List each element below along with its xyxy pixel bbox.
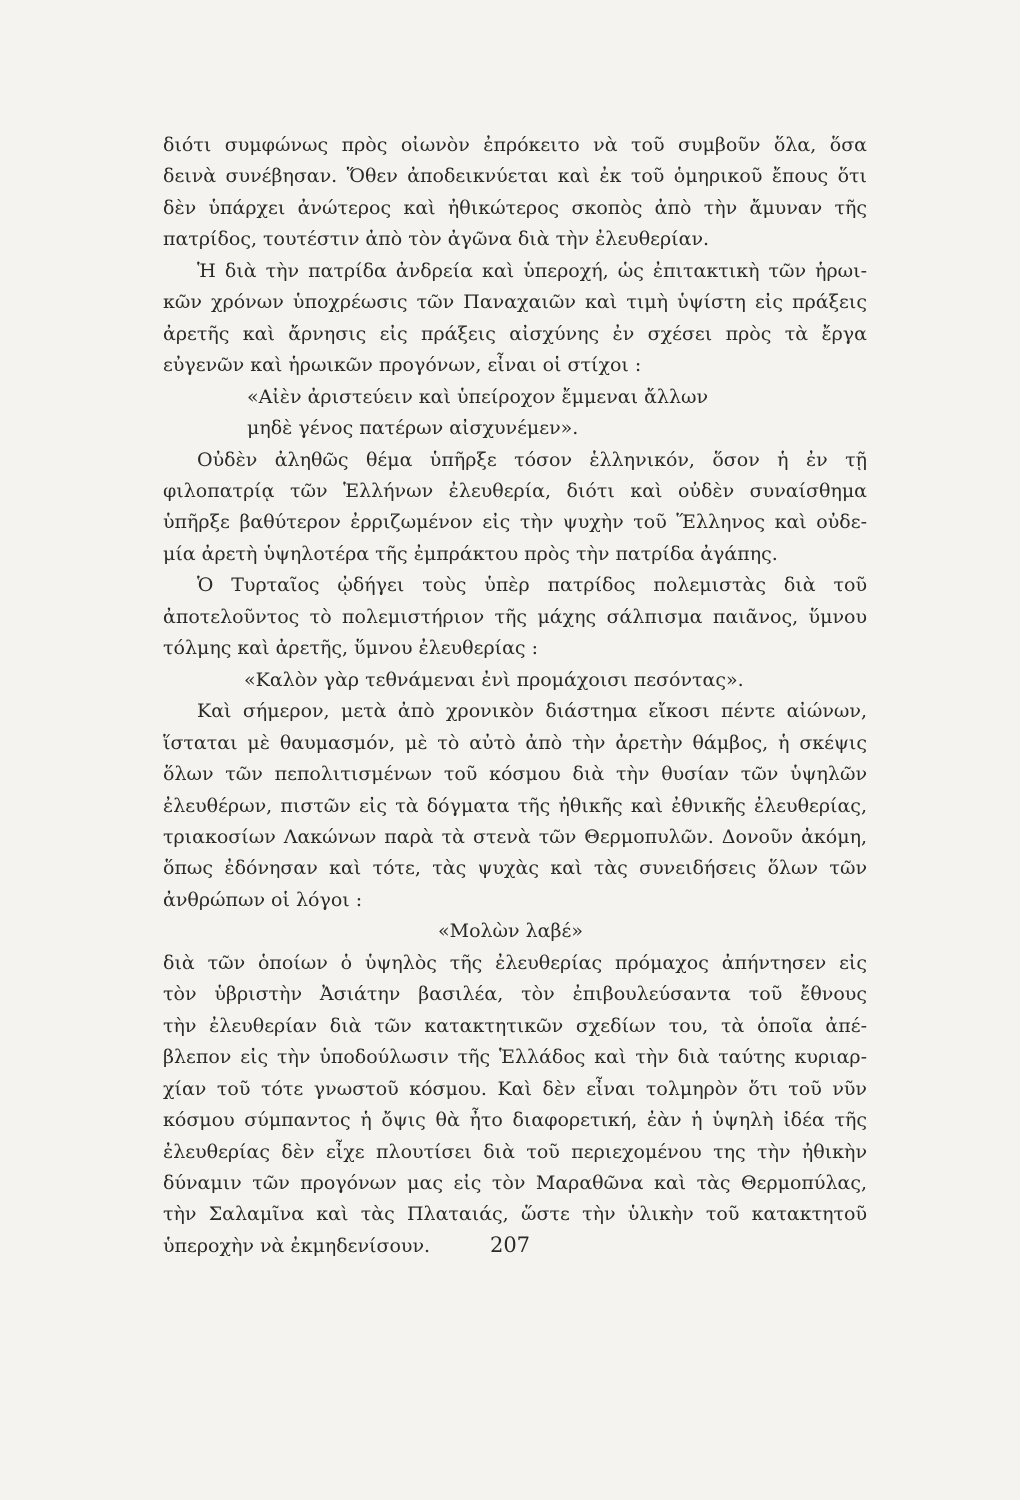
- text-line: Οὐδὲν ἀληθῶς θέμα ὑπῆρξε τόσον ἑλληνικόν, ὅσον ἡ ἐν τῇ: [197, 448, 867, 471]
- text-line: ἀποτελοῦντος τὸ πολεμιστήριον τῆς μάχης σάλπισμα παιᾶνος, ὕμνου: [163, 605, 867, 628]
- text-line: ὑπεροχὴν νὰ ἐκμηδενίσουν.: [163, 1234, 431, 1257]
- text-line: τόλμης καὶ ἀρετῆς, ὕμνου ἐλευθερίας :: [163, 637, 538, 660]
- text-line: τὴν ἐλευθερίαν διὰ τῶν κατακτητικῶν σχεδίων του, τὰ ὁποῖα ἀπέ-: [163, 1014, 867, 1037]
- text-line: εὐγενῶν καὶ ἡρωικῶν προγόνων, εἶναι οἱ στίχοι :: [163, 354, 642, 377]
- text-line: κῶν χρόνων ὑποχρέωσις τῶν Παναχαιῶν καὶ τιμὴ ὑψίστη εἰς πράξεις: [163, 291, 867, 314]
- text-line: μία ἀρετὴ ὑψηλοτέρα τῆς ἐμπράκτου πρὸς τὴν πατρίδα ἀγάπης.: [163, 542, 778, 565]
- text-line: χίαν τοῦ τότε γνωστοῦ κόσμου. Καὶ δὲν εἶναι τολμηρὸν ὅτι τοῦ νῦν: [163, 1077, 867, 1100]
- text-line: ἵσταται μὲ θαυμασμόν, μὲ τὸ αὐτὸ ἀπὸ τὴν ἀρετὴν θάμβος, ἡ σκέψις: [163, 731, 867, 754]
- verse-line: μηδὲ γένος πατέρων αἰσχυνέμεν».: [247, 417, 579, 440]
- text-line: ἐλευθέρων, πιστῶν εἰς τὰ δόγματα τῆς ἠθικῆς καὶ ἐθνικῆς ἐλευθερίας,: [163, 794, 867, 817]
- verse-line: «Αἰὲν ἀριστεύειν καὶ ὑπείροχον ἔμμεναι ἄλλων: [247, 385, 709, 408]
- text-line: ἀρετῆς καὶ ἄρνησις εἰς πράξεις αἰσχύνης ἐν σχέσει πρὸς τὰ ἔργα: [163, 322, 867, 345]
- text-line: Ἡ διὰ τὴν πατρίδα ἀνδρεία καὶ ὑπεροχή, ὡς ἐπιτακτικὴ τῶν ἡρωι-: [197, 259, 867, 282]
- text-line: Ὁ Τυρταῖος ᾠδήγει τοὺς ὑπὲρ πατρίδος πολεμιστὰς διὰ τοῦ: [197, 574, 867, 597]
- text-line: ὑπῆρξε βαθύτερον ἐρριζωμένον εἰς τὴν ψυχὴν τοῦ Ἕλληνος καὶ οὐδε-: [163, 511, 867, 534]
- text-line: φιλοπατρίᾳ τῶν Ἑλλήνων ἐλευθερία, διότι καὶ οὐδὲν συναίσθημα: [163, 479, 867, 502]
- text-line: κόσμου σύμπαντος ἡ ὄψις θὰ ἦτο διαφορετική, ἐὰν ἡ ὑψηλὴ ἰδέα τῆς: [163, 1109, 867, 1132]
- text-line: ἐλευθερίας δὲν εἶχε πλουτίσει διὰ τοῦ περιεχομένου της τὴν ἠθικὴν: [163, 1140, 867, 1163]
- text-line: τὴν Σαλαμῖνα καὶ τὰς Πλαταιάς, ὥστε τὴν ὑλικὴν τοῦ κατακτητοῦ: [163, 1203, 867, 1226]
- text-line: δεινὰ συνέβησαν. Ὅθεν ἀποδεικνύεται καὶ ἐκ τοῦ ὁμηρικοῦ ἔπους ὅτι: [163, 165, 867, 188]
- body-text: [163, 130, 867, 1262]
- text-line: ὅπως ἐδόνησαν καὶ τότε, τὰς ψυχὰς καὶ τὰς συνειδήσεις ὅλων τῶν: [163, 857, 867, 880]
- text-line: δύναμιν τῶν προγόνων μας εἰς τὸν Μαραθῶνα καὶ τὰς Θερμοπύλας,: [163, 1171, 867, 1194]
- text-line: τριακοσίων Λακώνων παρὰ τὰ στενὰ τῶν Θερμοπυλῶν. Δονοῦν ἀκόμη,: [163, 825, 867, 848]
- text-line: ὅλων τῶν πεπολιτισμένων τοῦ κόσμου διὰ τὴν θυσίαν τῶν ὑψηλῶν: [163, 763, 867, 786]
- text-line: τὸν ὑβριστὴν Ἀσιάτην βασιλέα, τὸν ἐπιβουλεύσαντα τοῦ ἔθνους: [163, 983, 867, 1006]
- text-line: διότι συμφώνως πρὸς οἰωνὸν ἐπρόκειτο νὰ τοῦ συμβοῦν ὅλα, ὅσα: [163, 134, 867, 156]
- text-line: πατρίδος, τουτέστιν ἀπὸ τὸν ἀγῶνα διὰ τὴν ἐλευθερίαν.: [163, 228, 710, 251]
- text-line: βλεπον εἰς τὴν ὑποδούλωσιν τῆς Ἑλλάδος καὶ τὴν διὰ ταύτης κυριαρ-: [163, 1046, 867, 1069]
- verse-line: «Καλὸν γὰρ τεθνάμεναι ἐνὶ προμάχοισι πεσόντας».: [244, 668, 744, 691]
- text-line: δὲν ὑπάρχει ἀνώτερος καὶ ἠθικώτερος σκοπὸς ἀπὸ τὴν ἄμυναν τῆς: [163, 196, 867, 219]
- text-line: διὰ τῶν ὁποίων ὁ ὑψηλὸς τῆς ἐλευθερίας πρόμαχος ἀπήντησεν εἰς: [163, 951, 867, 974]
- verse-line: «Μολὼν λαβέ»: [438, 920, 583, 943]
- page-number: 207: [489, 1233, 531, 1257]
- text-line: Καὶ σήμερον, μετὰ ἀπὸ χρονικὸν διάστημα εἴκοσι πέντε αἰώνων,: [197, 700, 867, 723]
- text-line: ἀνθρώπων οἱ λόγοι :: [163, 888, 363, 911]
